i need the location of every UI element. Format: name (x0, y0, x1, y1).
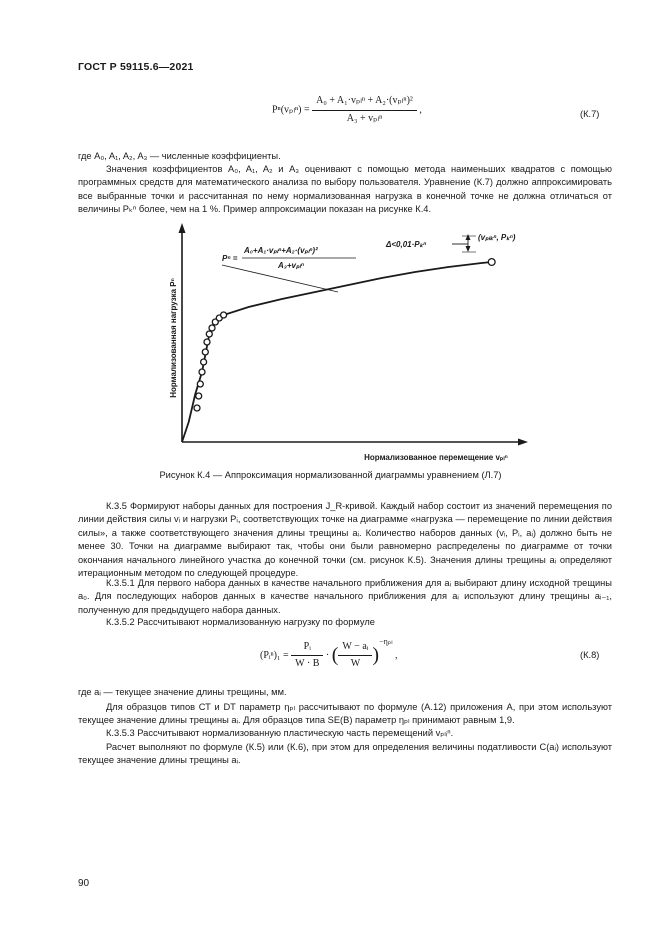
approximation-curve (182, 262, 492, 442)
equation-k7-lhs: Pⁿ(vₚₗⁿ) = (272, 104, 310, 116)
paragraph-crack-length: где aᵢ — текущее значение длины трещины, мм. (78, 687, 287, 697)
equation-k8-numerator-1: Pᵢ (291, 640, 323, 657)
paragraph-k352: К.3.5.2 Рассчитывают нормализованную нагрузку по формуле (106, 617, 375, 627)
equation-k7-tail: , (419, 104, 422, 116)
equation-k8-fraction-1 (291, 640, 323, 672)
equation-k8-exponent: −ηₚₗ (379, 637, 393, 646)
formula-denominator: A₃+vₚₗⁿ (278, 261, 304, 270)
paragraph-coefficient-values: Значения коэффициентов A₀, A₁, A₂ и A₃ оценивают с помощью метода наименьших квадратов с помощью программных средств для математического анализа по выбору пользователя. Уравнение (К.7) должно аппроксимировать все выбранные точки и рассчитанная по нему нормализованная нагрузка в конечной точке не должна отличаться от величины Pₖⁿ более, чем на 1 %. Пример аппроксимации показан на рисунке К.4. (78, 164, 612, 215)
running-header: ГОСТ Р 59115.6—2021 (78, 61, 194, 73)
figure-caption: Рисунок К.4 — Аппроксимация нормализованной диаграммы уравнением (Л.7) (159, 470, 502, 480)
equation-k8-paren-close: ) (372, 644, 380, 667)
equation-k7-numerator: A₀ + A₁·vₚₗⁿ + A₂·(vₚₗⁿ)² (312, 94, 417, 111)
x-axis (182, 439, 528, 446)
equation-k7-denominator: A₃ + vₚₗⁿ (346, 112, 383, 124)
equation-k8 (260, 636, 398, 672)
y-axis-label: Нормализованная нагрузка Pⁿ (169, 278, 178, 398)
formula-numerator: A₀+A₁·vₚₗⁿ+A₂·(vₚₗⁿ)² (244, 246, 318, 255)
paragraph-k351: К.3.5.1 Для первого набора данных в качестве начального приближения для aᵢ выбирают длину исходной трещины a₀. Для последующих наборов данных в качестве начального приближения для aᵢ используют длину трещины aᵢ₋₁, полученную для предыдущего набора данных. (78, 578, 612, 615)
data-point (197, 381, 203, 387)
x-axis-label: Нормализованное перемещение vₚₗⁿ (364, 453, 508, 462)
end-point-label: (vₚₗₖⁿ, Pₖⁿ) (478, 233, 516, 242)
equation-k8-paren-open: ( (331, 644, 339, 667)
delta-label: Δ<0,01·Pₖⁿ (386, 240, 427, 249)
page-number: 90 (78, 878, 90, 889)
equation-k7-fraction (312, 94, 417, 126)
equation-k8-fraction-2 (338, 640, 372, 672)
formula-lhs: Pⁿ = (222, 254, 238, 263)
equation-k8-lhs: (Pᵢⁿ)₁ = (260, 650, 289, 661)
end-data-point (488, 259, 495, 266)
y-axis (179, 223, 186, 442)
equation-k7 (272, 94, 422, 126)
equation-k8-denominator-1: W · B (295, 658, 320, 670)
data-point (196, 393, 202, 399)
paragraph-calculation: Расчет выполняют по формуле (К.5) или (К.6), при этом для определения величины податливости C(aᵢ) используют текущее значение длины трещины aᵢ. (78, 742, 612, 766)
paragraph-k353: К.3.5.3 Рассчитывают нормализованную пластическую часть перемещений vₚₗᵢⁿ. (106, 728, 454, 738)
data-point (206, 331, 212, 337)
approximation-formula (222, 246, 356, 292)
data-point (221, 312, 227, 318)
equation-k7-number: (К.7) (580, 109, 600, 119)
figure-k4 (0, 218, 661, 468)
data-point (201, 359, 207, 365)
data-point (199, 369, 205, 375)
equation-k8-tail: , (395, 650, 398, 661)
equation-k8-number: (К.8) (580, 650, 600, 660)
paragraph-k35: К.3.5 Формируют наборы данных для построения J_R-кривой. Каждый набор состоит из значений перемещения по линии действия силы vᵢ и нагрузки Pᵢ, соответствующих точке на диаграмме «нагрузка — перемещение по линии действия силы», а также соответствующего значения длины трещины aᵢ. Количество наборов данных (vᵢ, Pᵢ, aᵢ) должно быть не менее 30. Точки на диаграмме выбирают так, чтобы они были равномерно распределены по диаграмме от точки окончания начального линейного участка до конечной точки (см. рисунок К.5). Значения длины трещины aᵢ определяют итерационным методом по следующей процедуре. (78, 501, 612, 579)
equation-k8-denominator-2: W (350, 658, 361, 670)
paragraph-coefficients: где A₀, A₁, A₂, A₃ — численные коэффициенты. (78, 151, 281, 161)
paragraph-specimen-types: Для образцов типов СТ и DT параметр ηₚₗ рассчитывают по формуле (А.12) приложения А, при этом используют текущее значение длины трещины aᵢ. Для образцов типа SE(B) параметр ηₚₗ принимают равным 1,9. (78, 702, 612, 726)
data-point (194, 405, 200, 411)
tolerance-annotation (385, 233, 516, 252)
data-point (204, 339, 210, 345)
data-point (202, 349, 208, 355)
data-point (209, 325, 215, 331)
equation-k8-dot: · (325, 650, 330, 661)
equation-k8-numerator-2: W − aᵢ (338, 640, 372, 657)
